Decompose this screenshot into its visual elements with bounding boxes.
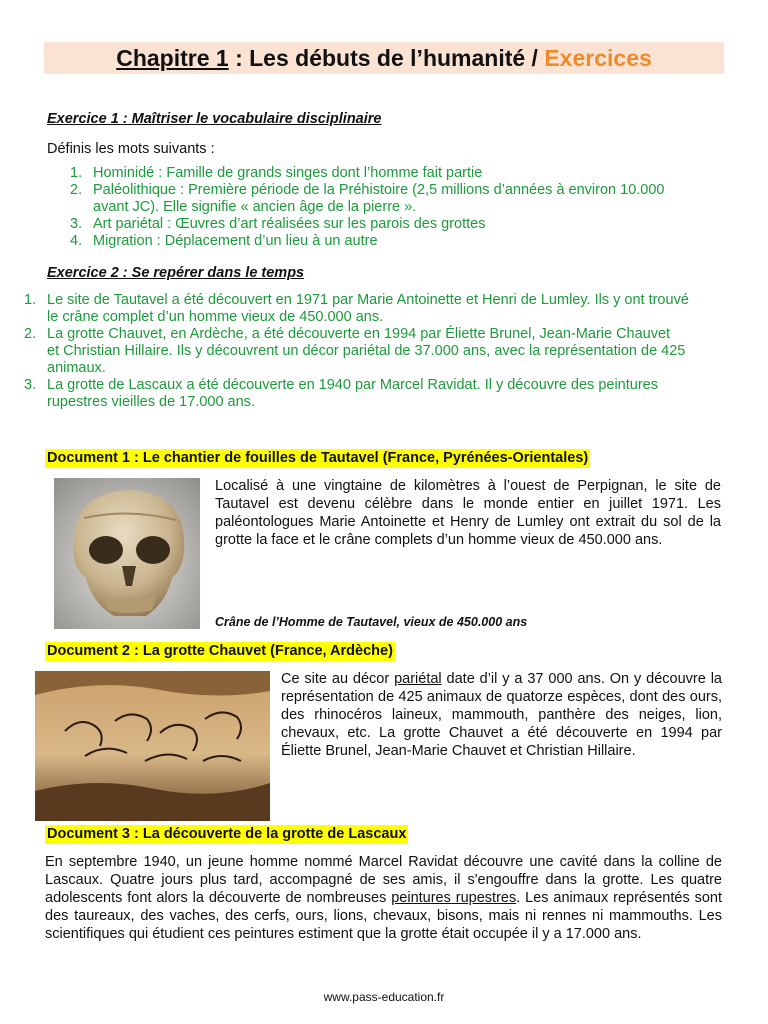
exercise1-answer-list <box>70 165 733 250</box>
chapter-title-bar <box>44 42 724 74</box>
document3-label: Document 3 : La découverte de la grotte de Lascaux <box>47 826 407 842</box>
chauvet-cave-image <box>35 671 270 821</box>
parietal-term: pariétal <box>394 671 442 687</box>
chapter-title: : Les débuts de l’humanité / <box>228 45 545 71</box>
document1-caption: Crâne de l’Homme de Tautavel, vieux de 450.000 ans <box>215 615 528 629</box>
list-item: 3. Art pariétal : Œuvres d’art réalisées sur les parois des grottes <box>70 216 486 232</box>
exercise1-heading: Exercice 1 : Maîtriser le vocabulaire disciplinaire <box>47 111 382 127</box>
list-item: 4. Migration : Déplacement d’un lieu à un autre <box>70 233 378 249</box>
list-item: 2. Paléolithique : Première période de la Préhistoire (2,5 millions d’années à environ 10.000 avant JC). Elle signifie « ancien âge de la pierre ». <box>70 182 665 215</box>
document3-text: En septembre 1940, un jeune homme nommé Marcel Ravidat découvre une cavité dans la colline de Lascaux. Quatre jours plus tard, accompagné de ses amis, il s'engouffre dans la grotte. Les quatre adolescents font alors la découverte de nombreuses peintures rupestres. Les animaux représentés sont des taureaux, des vaches, des cerfs, ours, lions, chevaux, bisons, mais ni rennes ni mammouths. Les scientifiques qui étudient ces peintures estiment que la grotte était occupée il y a 17.000 ans. <box>45 854 722 942</box>
footer-website: www.pass-education.fr <box>323 990 445 1004</box>
exercises-label: Exercices <box>544 45 652 71</box>
document1-text: Localisé à une vingtaine de kilomètres à l’ouest de Perpignan, le site de Tautavel est devenu célèbre dans le monde entier en juillet 1971. Les paléontologues Marie Antoinette et Henry de Lumley ont extrait du sol de la grotte la face et le crâne complets d’un homme vieux de 450.000 ans. <box>215 478 721 548</box>
document1-label: Document 1 : Le chantier de fouilles de Tautavel (France, Pyrénées-Orientales) <box>47 450 589 466</box>
document2-text: Ce site au décor pariétal date d’il y a 37 000 ans. On y découvre la représentation de 425 animaux de quatorze espèces, dont des ours, des rhinocéros laineux, mammouth, panthère des neiges, lion, chevaux, etc. La grotte Chauvet a été découverte en 1994 par Éliette Brunel, Jean-Marie Chauvet et Christian Hillaire. <box>281 671 722 759</box>
list-item: 2. La grotte Chauvet, en Ardèche, a été découverte en 1994 par Éliette Brunel, Jean-Marie Chauvet et Christian Hillaire. Ils y découvrent un décor pariétal de 37.000 ans, avec la représentation de 425 animaux. <box>24 326 686 376</box>
chapter-number: Chapitre 1 <box>116 45 229 71</box>
exercise2-heading: Exercice 2 : Se repérer dans le temps <box>47 265 305 281</box>
document2-label: Document 2 : La grotte Chauvet (France, Ardèche) <box>47 643 393 659</box>
list-item: 1. Hominidé : Famille de grands singes dont l’homme fait partie <box>70 165 483 181</box>
tautavel-skull-image <box>54 478 200 629</box>
list-item: 3. La grotte de Lascaux a été découverte en 1940 par Marcel Ravidat. Il y découvre des peintures rupestres vieilles de 17.000 ans. <box>24 377 658 410</box>
exercise1-instruction: Définis les mots suivants : <box>47 141 215 157</box>
exercise2-answer-list <box>24 292 727 411</box>
rupestres-term: peintures rupestres <box>391 890 517 906</box>
list-item: 1. Le site de Tautavel a été découvert en 1971 par Marie Antoinette et Henri de Lumley. Ils y ont trouvé le crâne complet d’un homme vieux de 450.000 ans. <box>24 292 689 325</box>
